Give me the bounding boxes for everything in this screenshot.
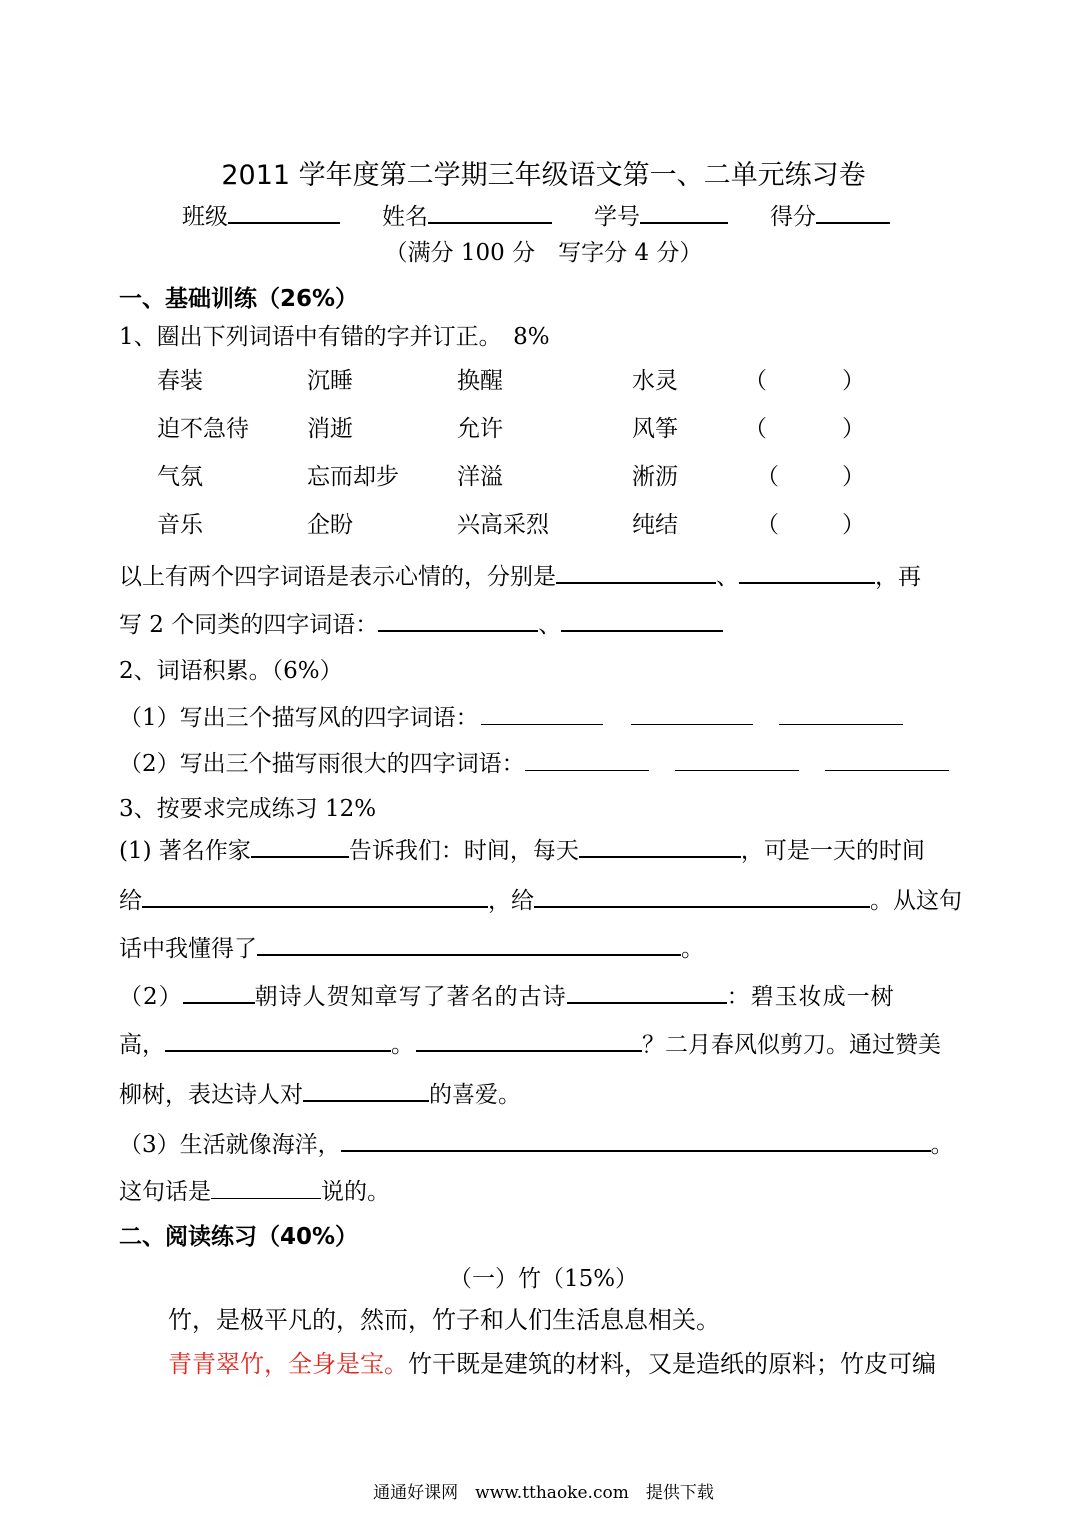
poem-title-blank[interactable] bbox=[567, 980, 727, 1004]
q1-follow2 bbox=[119, 608, 723, 640]
word-item[interactable]: 气氛 bbox=[157, 464, 203, 490]
speaker-blank[interactable] bbox=[211, 1176, 321, 1199]
q3-p1-line3 bbox=[119, 932, 704, 964]
q2-sub1 bbox=[119, 702, 903, 733]
passage-line-2 bbox=[168, 1348, 936, 1380]
word-item[interactable]: 淅沥 bbox=[632, 464, 678, 490]
word-item[interactable]: 忘而却步 bbox=[307, 464, 399, 490]
q3-p3-a: （3）生活就像海洋， bbox=[119, 1132, 341, 1158]
time-blank[interactable] bbox=[579, 834, 741, 858]
q3-p2-c: ：碧玉妆成一树 bbox=[726, 984, 895, 1010]
q3-p1-g: 话中我懂得了 bbox=[119, 936, 257, 962]
section2-heading: 二、阅读练习（40%） bbox=[119, 1224, 359, 1250]
page-title: 2011 学年度第二学期三年级语文第一、二单元练习卷 bbox=[221, 160, 866, 191]
q3-p2-h: 的喜爱。 bbox=[429, 1082, 521, 1108]
correction-paren-close: ） bbox=[842, 512, 865, 538]
q3-p2-e: 。 bbox=[391, 1032, 414, 1058]
q3-p3-line1 bbox=[119, 1128, 954, 1160]
passage-line-1: 竹，是极平凡的，然而，竹子和人们生活息息相关。 bbox=[168, 1306, 720, 1334]
q3-p3-line2 bbox=[119, 1176, 390, 1207]
q3-p1-b: 告诉我们：时间，每天 bbox=[348, 838, 579, 864]
give-blank-2[interactable] bbox=[534, 884, 870, 908]
similar-word-blank-2[interactable] bbox=[561, 608, 723, 632]
q3-p2-line3 bbox=[119, 1078, 521, 1110]
q3-p2-line1 bbox=[119, 980, 895, 1012]
similar-word-blank-1[interactable] bbox=[378, 608, 538, 632]
follow2-text: 写 2 个同类的四字词语： bbox=[119, 612, 379, 638]
q3-p3-b: 。 bbox=[930, 1132, 954, 1158]
feeling-word-blank-2[interactable] bbox=[739, 560, 875, 584]
q3-p1-a: (1) 著名作家 bbox=[119, 838, 251, 864]
correction-paren-open: （ bbox=[756, 464, 779, 490]
score-blank[interactable] bbox=[816, 200, 890, 224]
wind-word-blank-3[interactable] bbox=[779, 702, 903, 725]
wind-word-blank-1[interactable] bbox=[481, 702, 603, 725]
score-note: （满分 100 分 写字分 4 分） bbox=[384, 240, 703, 266]
q2-sub2-text: （2）写出三个描写雨很大的四字词语： bbox=[119, 751, 525, 777]
word-item[interactable]: 风筝 bbox=[632, 416, 678, 442]
dynasty-blank[interactable] bbox=[183, 980, 255, 1004]
q3-p3-d: 说的。 bbox=[321, 1179, 390, 1205]
class-blank[interactable] bbox=[228, 200, 340, 224]
give-blank-1[interactable] bbox=[142, 884, 488, 908]
q3-p2-b: 朝诗人贺知章写了著名的古诗 bbox=[254, 984, 567, 1010]
word-item[interactable]: 沉睡 bbox=[307, 368, 353, 394]
class-label: 班级 bbox=[182, 204, 228, 230]
class-field[interactable] bbox=[182, 200, 340, 232]
word-item[interactable]: 洋溢 bbox=[457, 464, 503, 490]
q3-p2-g: 柳树，表达诗人对 bbox=[119, 1082, 303, 1108]
name-field[interactable] bbox=[382, 200, 552, 232]
feeling-word-blank-1[interactable] bbox=[556, 560, 716, 584]
follow1-end: ，再 bbox=[875, 564, 921, 590]
q3-p2-a: （2） bbox=[119, 984, 183, 1010]
name-label: 姓名 bbox=[382, 204, 428, 230]
follow2-sep: 、 bbox=[538, 612, 562, 638]
q3-p1-c: ，可是一天的时间 bbox=[740, 838, 925, 864]
score-field[interactable] bbox=[770, 200, 890, 232]
score-label: 得分 bbox=[770, 204, 816, 230]
q2-sub1-text: （1）写出三个描写风的四字词语： bbox=[119, 705, 479, 731]
q1-follow1 bbox=[119, 560, 921, 592]
correction-paren-close: ） bbox=[842, 368, 865, 394]
author-blank[interactable] bbox=[251, 834, 349, 858]
q3-p1-d: 给 bbox=[119, 888, 142, 914]
word-item[interactable]: 允许 bbox=[457, 416, 503, 442]
q1-prompt: 1、圈出下列词语中有错的字并订正。 8% bbox=[119, 324, 550, 350]
name-blank[interactable] bbox=[428, 200, 552, 224]
word-item[interactable]: 企盼 bbox=[307, 512, 353, 538]
section1-heading: 一、基础训练（26%） bbox=[119, 286, 359, 312]
poem-line-blank-1[interactable] bbox=[165, 1028, 391, 1052]
id-field[interactable] bbox=[594, 200, 728, 232]
correction-paren-close: ） bbox=[842, 416, 865, 442]
q2-sub2 bbox=[119, 748, 949, 779]
passage-line-2-rest: 竹干既是建筑的材料，又是造纸的原料；竹皮可编 bbox=[408, 1350, 936, 1378]
poem-line-blank-2[interactable] bbox=[416, 1028, 642, 1052]
q3-p1-f: 。从这句 bbox=[870, 888, 962, 914]
q3-p2-line2 bbox=[119, 1028, 941, 1060]
q3-p1-h: 。 bbox=[681, 936, 704, 962]
word-item[interactable]: 春装 bbox=[157, 368, 203, 394]
word-item[interactable]: 兴高采烈 bbox=[457, 512, 549, 538]
q3-p1-line1 bbox=[119, 834, 925, 866]
word-item[interactable]: 纯结 bbox=[632, 512, 678, 538]
correction-paren-close: ） bbox=[842, 464, 865, 490]
q3-p2-d: 高， bbox=[119, 1032, 165, 1058]
q3-p1-e: ，给 bbox=[488, 888, 534, 914]
page-footer: 通通好课网 www.tthaoke.com 提供下载 bbox=[373, 1483, 714, 1503]
q3-p2-f: ？二月春风似剪刀。通过赞美 bbox=[642, 1032, 941, 1058]
word-item[interactable]: 迫不急待 bbox=[157, 416, 249, 442]
correction-paren-open: （ bbox=[744, 368, 767, 394]
rain-word-blank-2[interactable] bbox=[675, 748, 799, 771]
passage-highlight: 青青翠竹，全身是宝。 bbox=[168, 1350, 408, 1378]
follow1-sep: 、 bbox=[716, 564, 739, 590]
id-label: 学号 bbox=[594, 204, 640, 230]
id-blank[interactable] bbox=[640, 200, 728, 224]
love-blank[interactable] bbox=[303, 1078, 429, 1102]
follow1-text: 以上有两个四字词语是表示心情的，分别是 bbox=[119, 564, 556, 590]
word-item[interactable]: 水灵 bbox=[632, 368, 678, 394]
rain-word-blank-3[interactable] bbox=[825, 748, 949, 771]
q3-p1-line2 bbox=[119, 884, 962, 916]
understood-blank[interactable] bbox=[257, 932, 681, 956]
q3-prompt: 3、按要求完成练习 12% bbox=[119, 796, 377, 822]
word-item[interactable]: 消逝 bbox=[307, 416, 353, 442]
correction-paren-open: （ bbox=[756, 512, 779, 538]
wind-word-blank-2[interactable] bbox=[631, 702, 753, 725]
life-ocean-blank[interactable] bbox=[341, 1128, 931, 1152]
q2-prompt: 2、词语积累。（6%） bbox=[119, 658, 343, 684]
word-item[interactable]: 音乐 bbox=[157, 512, 203, 538]
word-item[interactable]: 换醒 bbox=[457, 368, 503, 394]
correction-paren-open: （ bbox=[744, 416, 767, 442]
passage-title: （一）竹（15%） bbox=[448, 1266, 639, 1292]
q3-p3-c: 这句话是 bbox=[119, 1179, 211, 1205]
rain-word-blank-1[interactable] bbox=[525, 748, 649, 771]
